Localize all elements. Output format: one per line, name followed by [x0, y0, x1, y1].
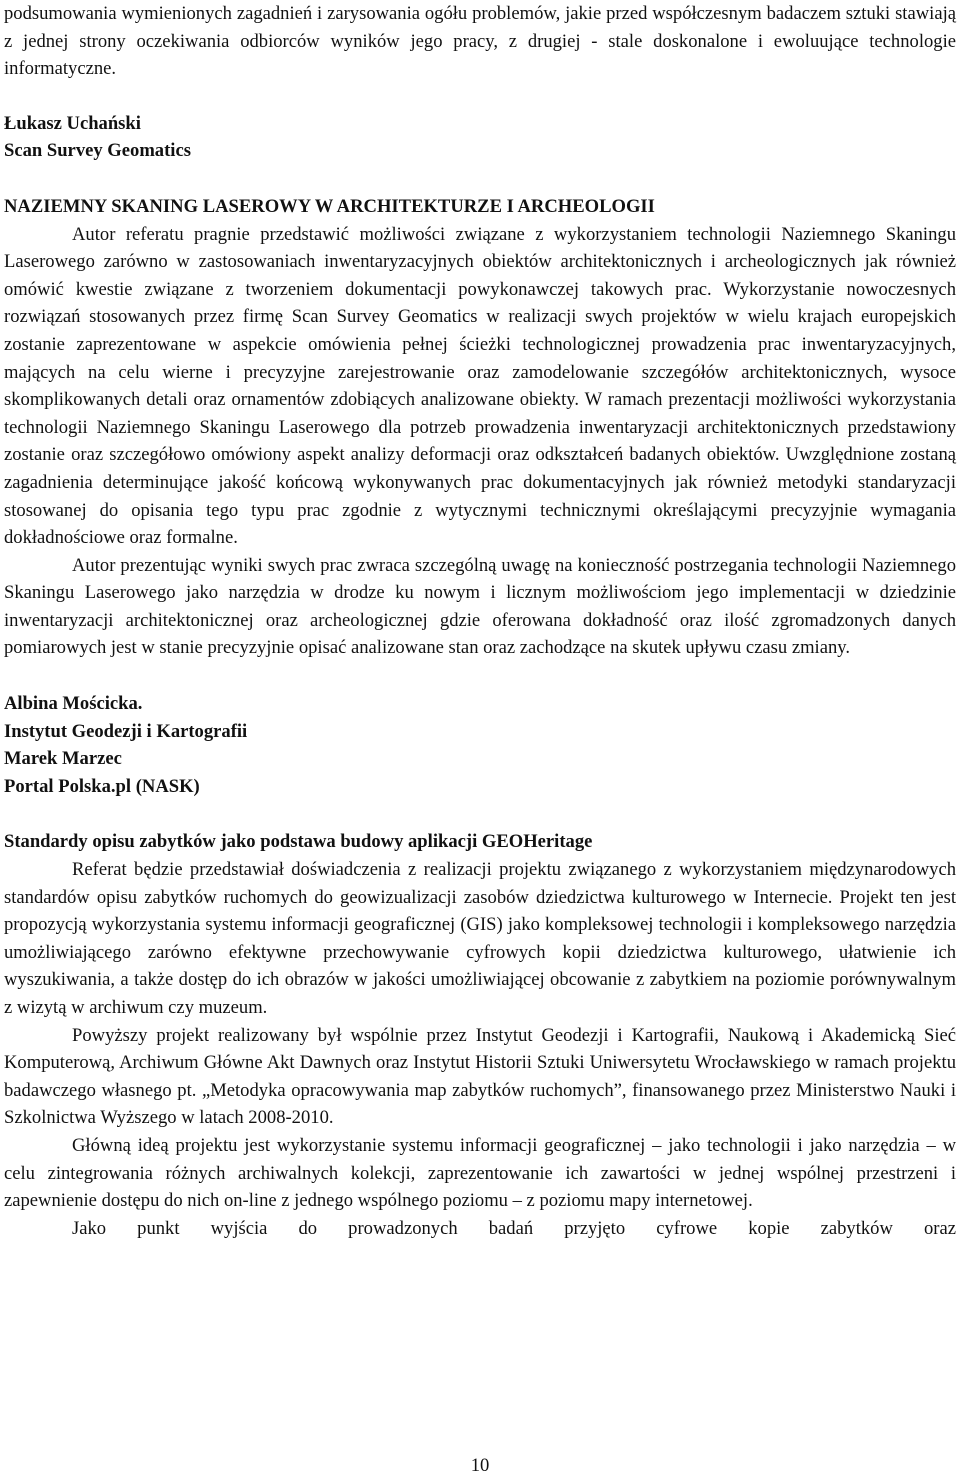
section1-author: Łukasz Uchański [4, 112, 141, 134]
section2-paragraph-3: Główną ideą projektu jest wykorzystanie systemu informacji geograficznej – jako technologii i jako narzędzia – w celu zintegrowania różnych archiwalnych kolekcji, zaprezentowanie ich zawartości w jednej wspólnej przestrzeni i zapewnienie dostępu do nich on-line z jednego wspólnego poziomu – z poziomu mapy internetowej. [4, 1134, 956, 1212]
document-page [4, 0, 956, 1242]
section2-author-2: Marek Marzec [4, 748, 122, 770]
section2-paragraph-2: Powyższy projekt realizowany był wspólnie przez Instytut Geodezji i Kartografii, Naukową i Akademicką Sieć Komputerową, Archiwum Główne Akt Dawnych oraz Instytut Historii Sztuki Uniwersytetu Wrocławskiego w ramach projektu badawczego własnego pt. „Metodyka opracowywania map zabytków ruchomych”, finansowanego przez Ministerstwo Nauki i Szkolnictwa Wyższego w latach 2008-2010. [4, 1024, 956, 1129]
section2-paragraph-1: Referat będzie przedstawiał doświadczenia z realizacji projektu związanego z wykorzystaniem międzynarodowych standardów opisu zabytków ruchomych do geowizualizacji zasobów dziedzictwa kulturowego w Internecie. Projekt ten jest propozycją wykorzystania systemu informacji geograficznej (GIS) jako kompleksowej technologii i kompleksowego narzędzia umożliwiającego zarówno efektywne przechowywanie cyfrowych kopii dziedzictwa kulturowego, ułatwienie ich wyszukiwania, a także dostęp do ich obrazów w jakości umożliwiającej obcowanie z zabytkiem na poziomie porównywalnym z wizytą w archiwum czy muzeum. [4, 859, 956, 1018]
section2-affiliation-1: Instytut Geodezji i Kartografii [4, 720, 248, 742]
spacer [4, 662, 956, 690]
section1-paragraph-2: Autor prezentując wyniki swych prac zwraca szczególną uwagę na konieczność postrzegania technologii Naziemnego Skaningu Laserowego jako narzędzia w drodze ku nowym i licznym możliwościom jego implementacji w dziedzinie inwentaryzacji architektonicznej oraz archeologicznej gdzie oferowana dokładność oraz ilość zgromadzonych danych pomiarowych jest w stanie precyzyjnie opisać analizowane stan oraz zachodzące na skutek upływu czasu zmiany. [4, 554, 956, 659]
spacer [4, 800, 956, 828]
section1-title: NAZIEMNY SKANING LASEROWY W ARCHITEKTURZE I ARCHEOLOGII [4, 195, 655, 217]
section2-paragraph-4: Jako punkt wyjścia do prowadzonych badań przyjęto cyfrowe kopie zabytków oraz [72, 1217, 956, 1239]
intro-paragraph: podsumowania wymienionych zagadnień i zarysowania ogółu problemów, jakie przed współczesnym badaczem sztuki stawiają z jednej strony oczekiwania odbiorców wyników jego pracy, z drugiej - stale doskonalone i ewoluujące technologie informatyczne. [4, 3, 956, 80]
spacer [4, 165, 956, 193]
section2-title: Standardy opisu zabytków jako podstawa budowy aplikacji GEOHeritage [4, 831, 593, 853]
section2-affiliation-2: Portal Polska.pl (NASK) [4, 775, 200, 797]
section1-paragraph-1: Autor referatu pragnie przedstawić możliwości związane z wykorzystaniem technologii Naziemnego Skaningu Laserowego zarówno w zastosowaniach inwentaryzacyjnych obiektów architektonicznych i archeologicznych jak również omówić kwestie związane z tworzeniem dokumentacji powykonawczej takowych prac. Wykorzystanie nowoczesnych rozwiązań stosowanych przez firmę Scan Survey Geomatics w realizacji swych projektów w wielu krajach europejskich zostanie zaprezentowane w aspekcie omówienia pełnej ścieżki technologicznej prowadzenia prac inwentaryzacyjnych, mających na celu wierne i precyzyjne zarejestrowanie oraz zamodelowanie szczegółów architektonicznych, wysoce skomplikowanych detali oraz ornamentów zdobiących analizowane obiekty. W ramach prezentacji możliwości wykorzystania technologii Naziemnego Skaningu Laserowego dla potrzeb prowadzenia inwentaryzacji architektonicznych przedstawiony zostanie oraz szczegółowo omówiony aspekt analizy deformacji oraz odkształceń badanych obiektów. Uwzględnione zostaną zagadnienia determinujące jakość końcową wykonywanych prac dokumentacyjnych jak również metodyki standaryzacji stosowanej do opisania tego typu prac zgodnie z wytycznymi technicznymi określającymi precyzyjnie wymagania dokładnościowe oraz formalne. [4, 223, 956, 549]
page-number: 10 [470, 1455, 490, 1476]
section2-author-1: Albina Mościcka. [4, 693, 143, 715]
spacer [4, 83, 956, 110]
section1-affiliation: Scan Survey Geomatics [4, 140, 191, 162]
